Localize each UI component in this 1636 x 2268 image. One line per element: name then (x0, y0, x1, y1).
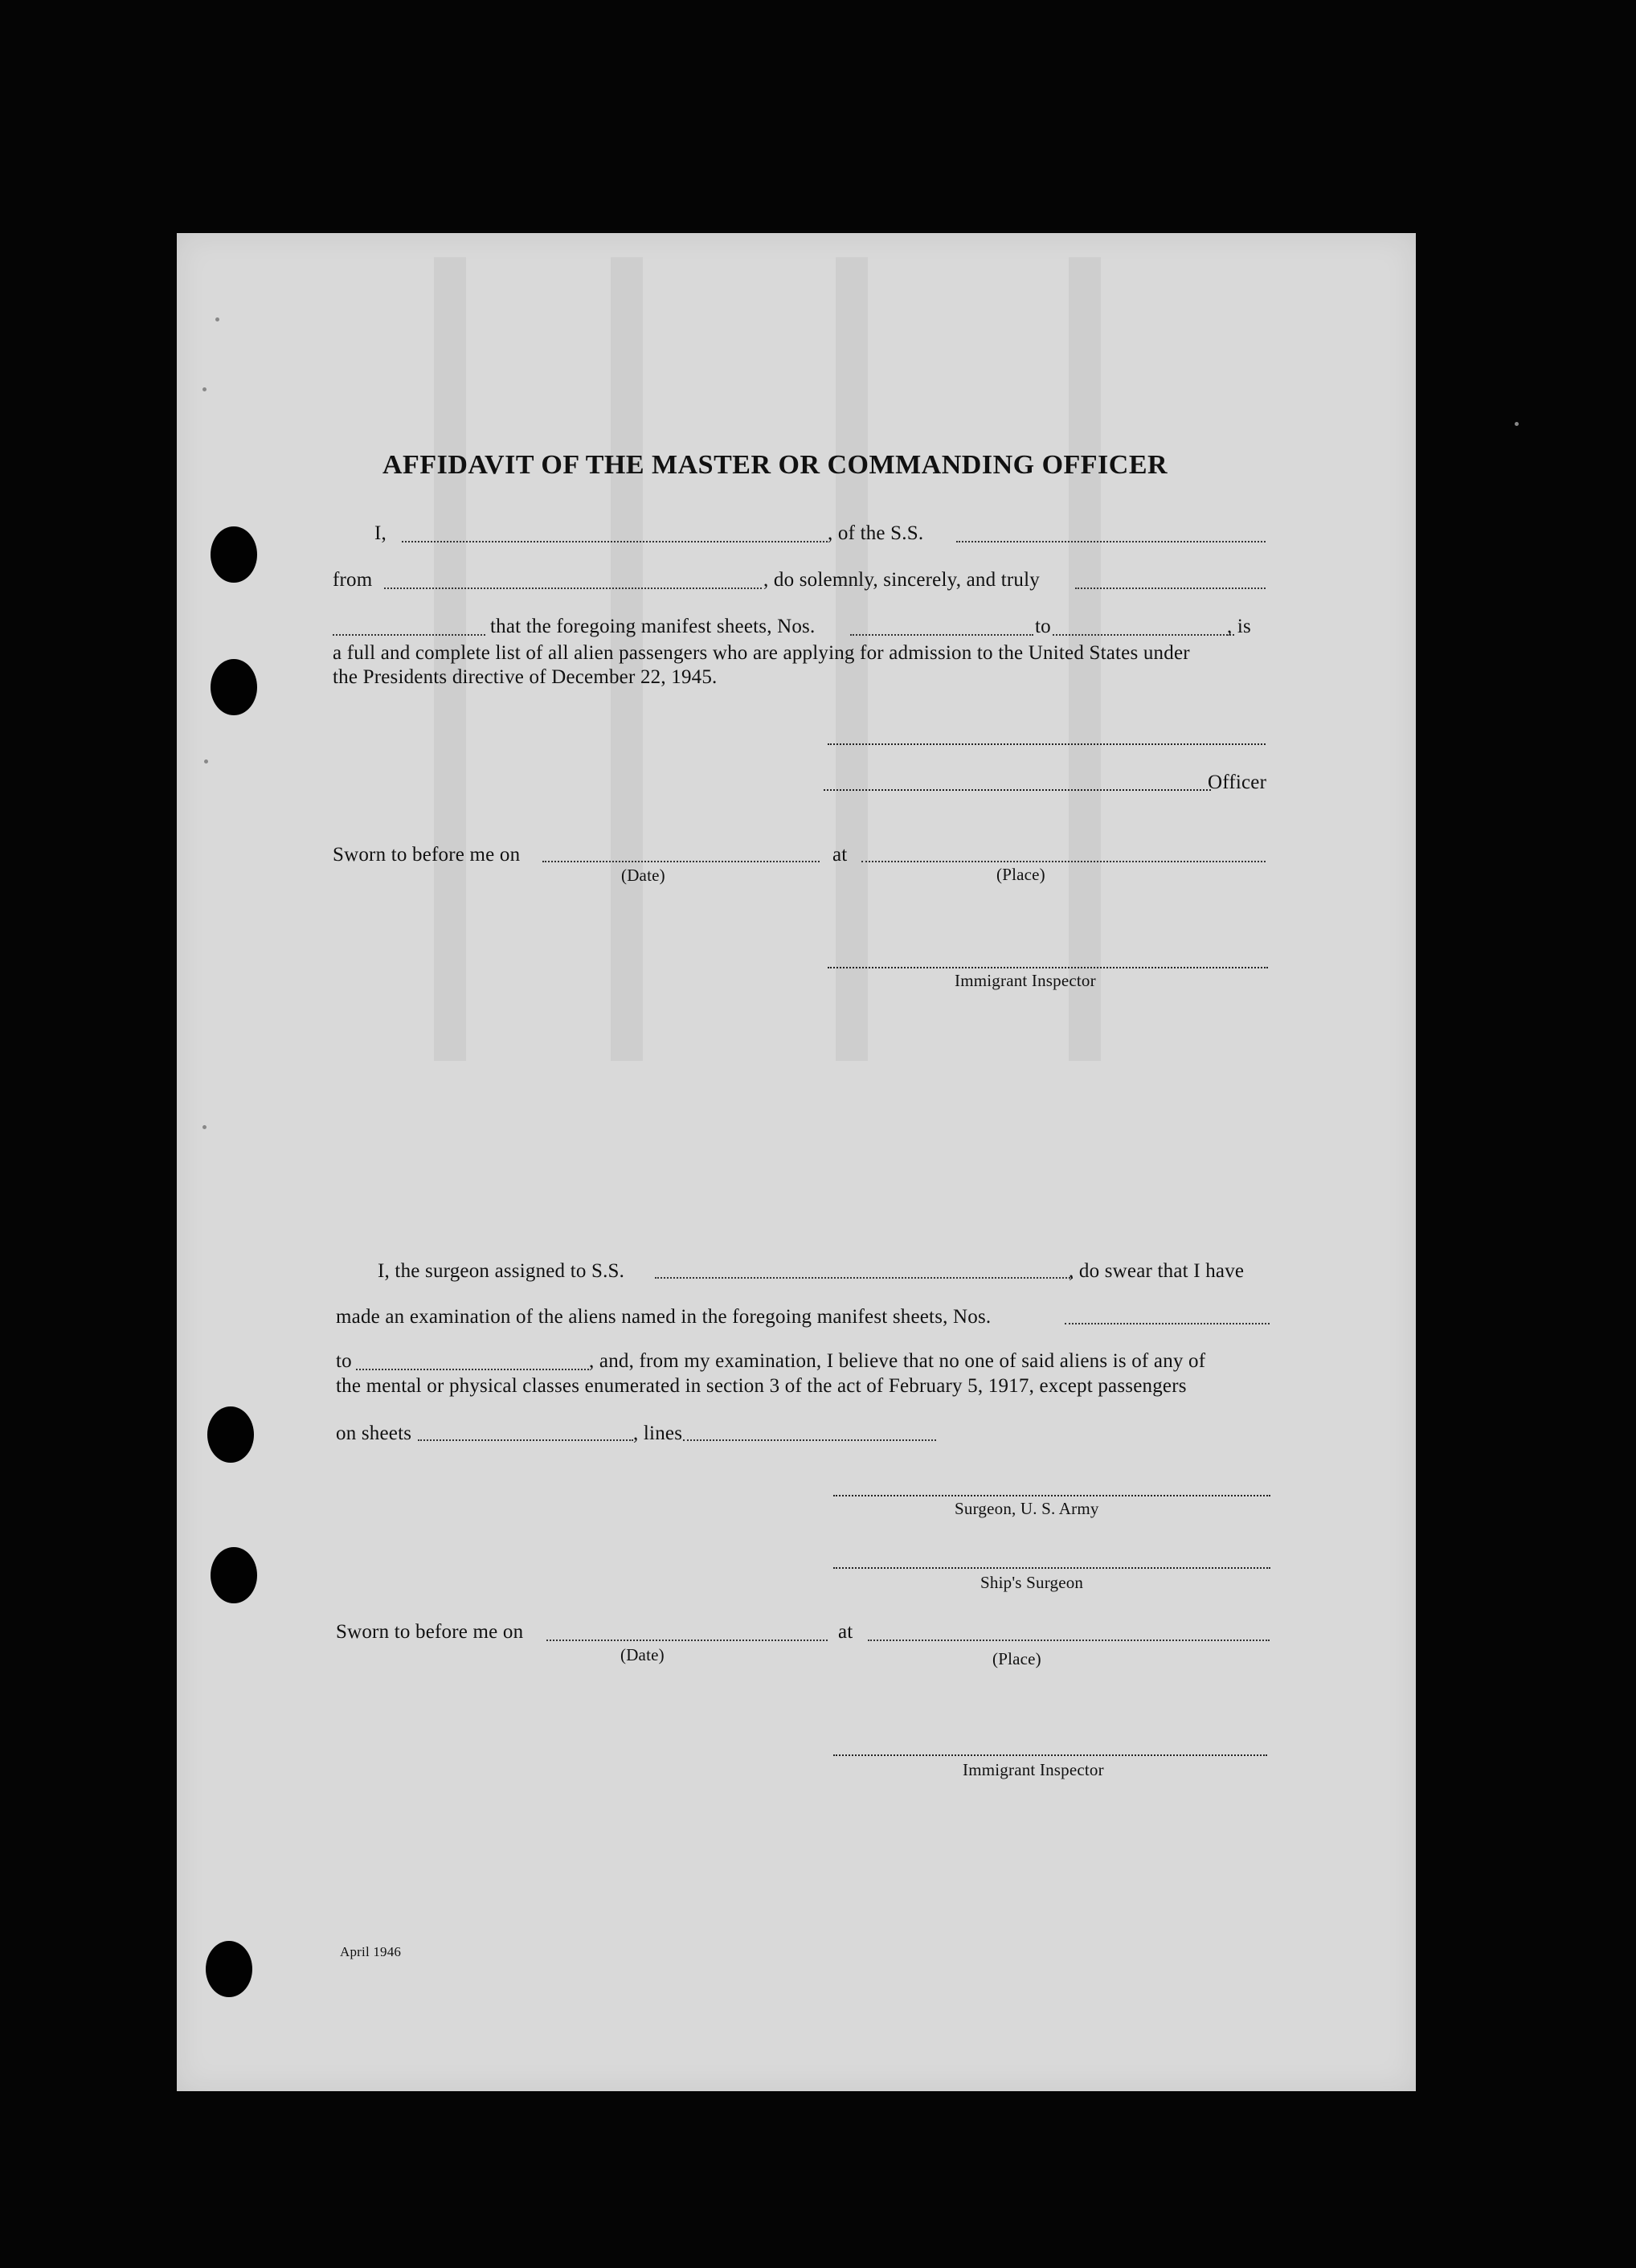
on-sheets-field[interactable] (418, 1439, 633, 1441)
inspector-signature-line[interactable] (828, 967, 1268, 968)
form-date: April 1946 (340, 1944, 402, 1959)
on-sheets-label: on sheets (336, 1423, 412, 1444)
sworn-place-field[interactable] (861, 861, 1266, 862)
surgeon-inspector-caption: Immigrant Inspector (963, 1760, 1104, 1779)
nos-to-field[interactable] (1053, 634, 1234, 636)
officer-title-line[interactable] (824, 789, 1211, 791)
officer-label: Officer (1208, 772, 1267, 793)
surgeon-nos-to-field[interactable] (356, 1369, 589, 1370)
do-solemnly-label: , do solemnly, sincerely, and truly (763, 569, 1040, 591)
punch-hole (207, 1406, 254, 1463)
lines-label: , lines (633, 1423, 683, 1444)
punch-hole (211, 1547, 257, 1603)
army-surgeon-caption: Surgeon, U. S. Army (955, 1499, 1099, 1518)
surgeon-nos-from-field[interactable] (1065, 1323, 1270, 1324)
from-label: from (333, 569, 373, 591)
inspector-caption: Immigrant Inspector (955, 971, 1096, 990)
surgeon-line3b: , and, from my examination, I believe that no one of said aliens is of any of (589, 1350, 1206, 1372)
truly-field[interactable] (1075, 587, 1266, 589)
surgeon-date-caption: (Date) (620, 1645, 665, 1664)
officer-signature-line[interactable] (828, 743, 1266, 745)
nos-from-field[interactable] (850, 634, 1033, 636)
of-ss-label: , of the S.S. (828, 522, 924, 544)
surgeon-at-label: at (838, 1621, 853, 1643)
punch-hole (211, 526, 257, 583)
master-name-field[interactable] (402, 541, 828, 542)
sworn-label: Sworn to before me on (333, 844, 521, 866)
punch-hole (206, 1941, 252, 1997)
master-i-label: I, (374, 522, 387, 544)
surgeon-line1b: , do swear that I have (1069, 1260, 1245, 1282)
surgeon-line4: the mental or physical classes enumerated in section 3 of the act of February 5, 1917, except passengers (336, 1375, 1187, 1397)
surgeon-to-label: to (336, 1350, 352, 1372)
dust-speck (1515, 422, 1519, 426)
dust-speck (204, 759, 208, 764)
surgeon-ship-field[interactable] (655, 1277, 1073, 1279)
surgeon-place-caption: (Place) (992, 1649, 1041, 1668)
date-caption: (Date) (621, 866, 665, 885)
punch-hole (211, 659, 257, 715)
surgeon-sworn-place-field[interactable] (868, 1640, 1270, 1641)
dust-speck (202, 1125, 207, 1129)
surgeon-inspector-signature-line[interactable] (833, 1754, 1267, 1756)
dust-speck (215, 317, 219, 321)
place-caption: (Place) (996, 865, 1045, 884)
affirm-field[interactable] (333, 634, 485, 636)
surgeon-line2: made an examination of the aliens named in the foregoing manifest sheets, Nos. (336, 1306, 992, 1328)
affidavit-line2: a full and complete list of all alien passengers who are applying for admission to the United States under (333, 642, 1190, 664)
ships-surgeon-caption: Ship's Surgeon (980, 1573, 1084, 1592)
sworn-date-field[interactable] (542, 861, 820, 862)
ships-surgeon-signature-line[interactable] (833, 1567, 1270, 1569)
foregoing-label: that the foregoing manifest sheets, Nos. (490, 616, 816, 637)
dust-speck (202, 387, 207, 391)
at-label: at (832, 844, 848, 866)
page-title: AFFIDAVIT OF THE MASTER OR COMMANDING OFFICER (382, 450, 1168, 480)
is-label: , is (1227, 616, 1251, 637)
lines-field[interactable] (683, 1439, 936, 1441)
master-ship-field[interactable] (956, 541, 1266, 542)
form-page (177, 233, 1416, 2091)
surgeon-sworn-label: Sworn to before me on (336, 1621, 524, 1643)
from-field[interactable] (384, 587, 762, 589)
surgeon-line1a: I, the surgeon assigned to S.S. (378, 1260, 625, 1282)
surgeon-sworn-date-field[interactable] (546, 1640, 828, 1641)
to-label: to (1035, 616, 1051, 637)
army-surgeon-signature-line[interactable] (833, 1495, 1270, 1496)
affidavit-line3: the Presidents directive of December 22, 1945. (333, 666, 718, 688)
